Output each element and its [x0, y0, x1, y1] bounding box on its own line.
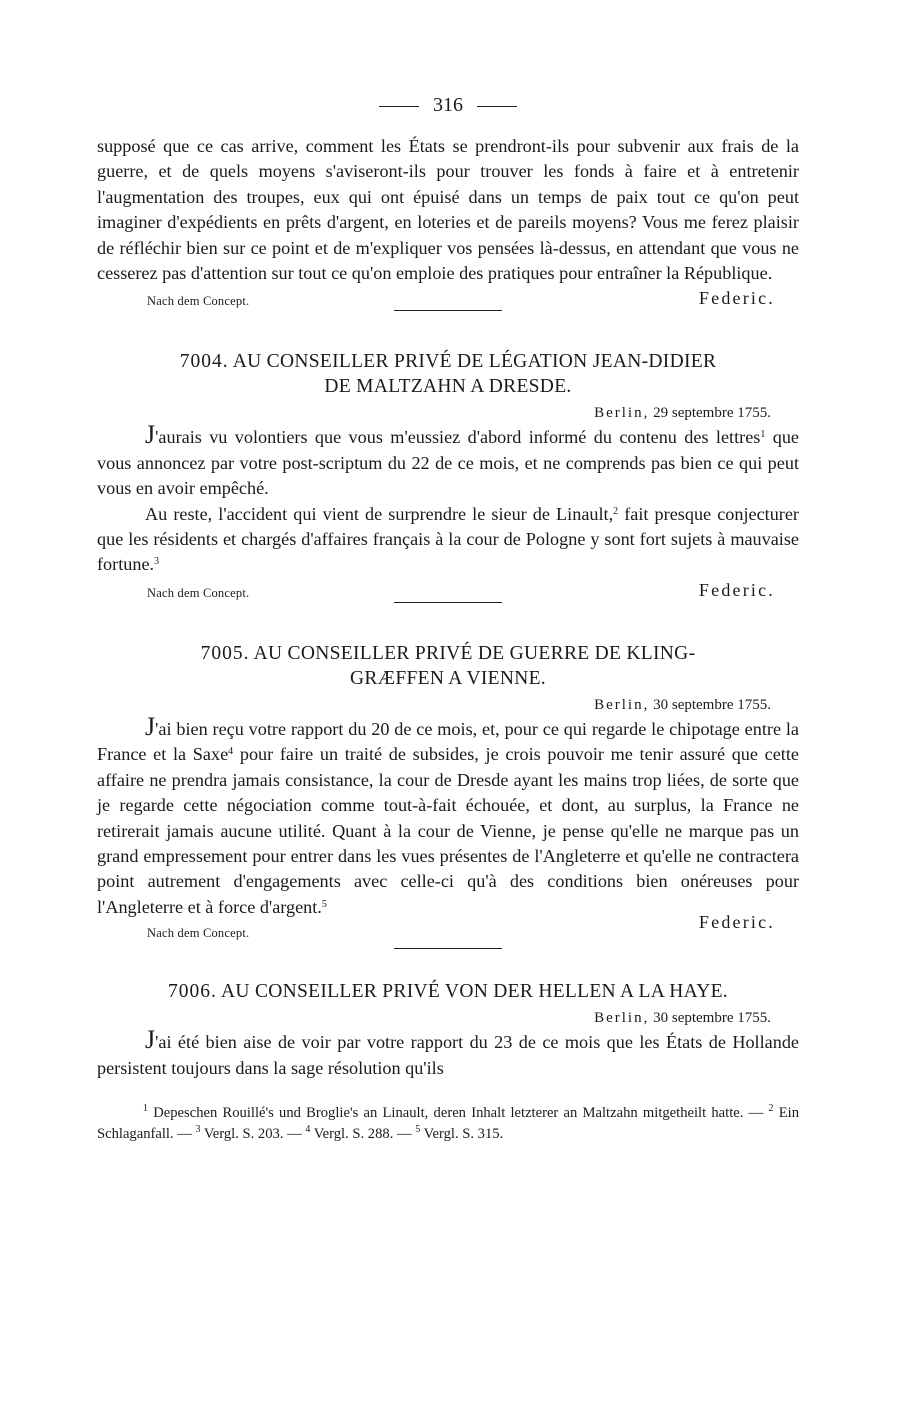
- signature: Federic.: [698, 579, 775, 600]
- heading-text: AU CONSEILLER PRIVÉ VON DER HELLEN A LA HAYE.: [221, 981, 728, 1003]
- footnote-ref: 5: [321, 898, 327, 910]
- page-number-dash-right: [477, 106, 517, 107]
- drop-initial: J: [145, 420, 156, 450]
- section-divider: [394, 602, 502, 603]
- footnotes: [97, 1103, 799, 1145]
- footnote-number: 5: [415, 1123, 421, 1135]
- date-text: 30 septembre 1755.: [653, 1010, 771, 1027]
- heading-line: GRÆFFEN A VIENNE.: [350, 667, 546, 689]
- footnote-text: Vergl. S. 288. —: [310, 1125, 416, 1142]
- page-number-line: [97, 92, 799, 118]
- letter-signature-row: [97, 912, 799, 941]
- concept-note: Nach dem Concept.: [147, 585, 250, 600]
- paragraph-text: 'aurais vu volontiers que vous m'eussiez d'abord informé du contenu des lettres: [155, 427, 761, 448]
- signature: Federic.: [698, 288, 775, 309]
- paragraph-text: Au reste, l'accident qui vient de surprendre le sieur de Linault,: [145, 503, 614, 524]
- footnote-ref: 3: [154, 556, 160, 568]
- section-divider: [394, 948, 502, 949]
- letter-paragraph: [97, 502, 799, 578]
- letter-number: 7006.: [168, 981, 217, 1003]
- paragraph-text: 'ai bien reçu votre rapport du 20 de ce mois, et, pour ce qui regarde le chipotage entre la France et la Saxe: [97, 718, 799, 765]
- date-city: Berlin,: [594, 696, 650, 713]
- heading-line: [97, 641, 799, 666]
- footnote-number: 2: [768, 1102, 774, 1114]
- footnote-number: 1: [143, 1102, 148, 1114]
- paragraph-text: pour faire un traité de subsides, je crois pouvoir me tenir assuré que cette affaire ne prendra jamais consistance, la cour de Dresde ayant les mains trop liées, de sorte que je regarde cette négociation comme tout-à-fait échouée, et dont, au surplus, la France ne retirerait jamais aucune utilité. Quant à la cour de Vienne, je pense qu'elle ne marque pas un grand empressement pour entrer dans les vues présentes de l'Angleterre et qu'elle ne contractera point autrement d'engagements avec celle-ci qu'à des conditions bien onéreuses pour l'Angleterre et à force d'argent.: [97, 744, 799, 917]
- letter-number: 7005.: [200, 642, 250, 664]
- letter-paragraph: [97, 1025, 799, 1081]
- intro-paragraph: supposé que ce cas arrive, comment les États se prendront-ils pour subvenir aux frais de la guerre, et de quels moyens s'aviseront-ils pour trouver les fonds à faire et à entretenir l'augmentation des troupes, eux qui ont épuisé dans un temps de paix tout ce qu'on peut imaginer d'expédients en prêts d'argent, en loteries et de pareils moyens? Vous me ferez plaisir de réfléchir bien sur ce point et de m'expliquer vos pensées là-dessus, en attendant que vous ne cesserez pas d'attention sur tout ce qu'on emploie des pratiques pour entraîner la République.: [97, 136, 799, 284]
- concept-note: Nach dem Concept.: [147, 294, 250, 309]
- section-divider: [394, 310, 502, 311]
- letter-date: [97, 693, 799, 717]
- letter-number: 7004.: [179, 351, 229, 373]
- footnote-ref: 1: [760, 429, 766, 441]
- heading-line: [97, 349, 799, 374]
- letter-heading-7006: [97, 979, 799, 1004]
- footnote-text: Depeschen Rouillé's und Broglie's an Linault, deren Inhalt letzterer an Maltzahn mitgetheilt hatte. —: [148, 1104, 769, 1121]
- drop-initial: J: [145, 1025, 156, 1055]
- footnote-number: 4: [305, 1123, 311, 1135]
- paragraph-text: fait presque conjecturer que les résidents et chargés d'affaires français à la cour de Pologne y sont fort sujets à mauvaise fortune.: [97, 503, 799, 575]
- letter-date: [97, 401, 799, 425]
- footnote-number: 3: [195, 1123, 201, 1135]
- concept-note: Nach dem Concept.: [147, 926, 250, 941]
- signature: Federic.: [698, 912, 775, 933]
- date-city: Berlin,: [594, 1010, 650, 1027]
- footnote-block: [97, 1103, 799, 1145]
- letter-heading-7005: [97, 641, 799, 691]
- heading-text: AU CONSEILLER PRIVÉ DE LÉGATION JEAN-DIDIER: [232, 351, 717, 373]
- date-text: 29 septembre 1755.: [653, 405, 771, 422]
- page-number: 316: [433, 94, 463, 116]
- paragraph-text: 'ai été bien aise de voir par votre rapport du 23 de ce mois que les États de Hollande persistent toujours dans la sage résolution qu'ils: [97, 1032, 799, 1078]
- heading-text: AU CONSEILLER PRIVÉ DE GUERRE DE KLING-: [253, 642, 696, 664]
- heading-line: [97, 979, 799, 1004]
- letter-paragraph: [97, 420, 799, 501]
- date-city: Berlin,: [594, 405, 650, 422]
- book-page: [97, 92, 799, 1145]
- heading-line: DE MALTZAHN A DRESDE.: [324, 376, 572, 398]
- drop-initial: J: [145, 711, 156, 741]
- footnote-text: Vergl. S. 203. —: [200, 1125, 306, 1142]
- footnote-ref: 2: [613, 505, 619, 517]
- letter-paragraph: [97, 711, 799, 920]
- page-number-dash-left: [379, 106, 419, 107]
- footnote-text: Ein Schlaganfall. —: [97, 1104, 799, 1142]
- paragraph-text: que vous annoncez par votre post-scriptum du 22 de ce mois, et ne comprends pas bien ce qui peut vous en avoir empêché.: [97, 427, 799, 499]
- letter-date: [97, 1006, 799, 1030]
- date-text: 30 septembre 1755.: [653, 696, 771, 713]
- letter-heading-7004: [97, 349, 799, 399]
- footnote-ref: 4: [228, 746, 234, 758]
- footnote-text: Vergl. S. 315.: [420, 1125, 504, 1142]
